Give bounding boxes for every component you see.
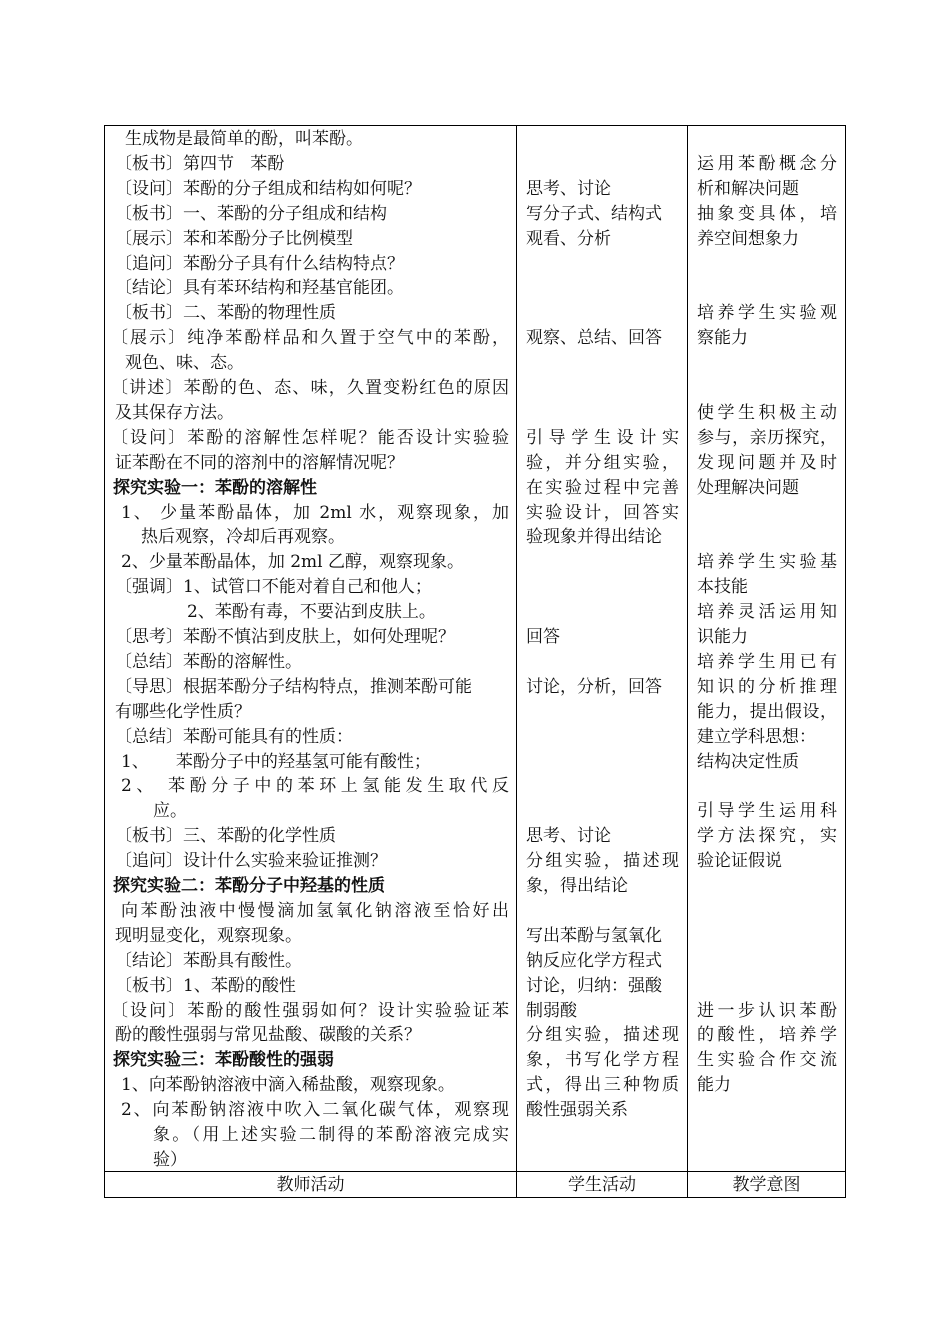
teacher-line-9: 观色、味、态。: [125, 353, 244, 374]
teacher-line-28: 〔板书〕三、苯酚的化学性质: [115, 826, 336, 847]
student-line-15: 钠反应化学方程式: [526, 950, 662, 971]
intent-line-18: 结构决定性质: [697, 751, 799, 772]
student-line-18: 分组实验，描述现: [526, 1025, 679, 1046]
footer-teacher-label: 教师活动: [276, 1175, 345, 1195]
intent-line-3: 养空间想象力: [697, 228, 799, 249]
intent-line-22: 进一步认识苯酚: [697, 1000, 837, 1021]
teacher-line-25: 1、 苯酚分子中的羟基氢可能有酸性；: [121, 751, 431, 772]
teacher-line-32: 现明显变化，观察现象。: [115, 925, 302, 946]
intent-line-16: 能力，提出假设，: [697, 701, 837, 722]
teacher-line-0: 生成物是最简单的酚，叫苯酚。: [125, 129, 363, 149]
teacher-line-23: 有哪些化学性质？: [115, 701, 251, 722]
student-line-3: 观察、总结、回答: [526, 328, 662, 349]
teacher-line-13: 证苯酚在不同的溶剂中的溶解情况呢？: [115, 452, 404, 473]
teacher-line-16: 热后观察，冷却后再观察。: [141, 527, 345, 548]
column-divider-1: [516, 126, 517, 1197]
teacher-line-3: 〔板书〕一、苯酚的分子组成和结构: [115, 203, 387, 224]
intent-line-21: 验论证假说: [697, 851, 782, 872]
student-line-16: 讨论，归纳：强酸: [526, 975, 662, 996]
student-line-0: 思考、讨论: [526, 178, 611, 199]
column-divider-2: [687, 126, 688, 1197]
student-line-17: 制弱酸: [526, 1000, 577, 1021]
teacher-line-41: 验）: [153, 1149, 187, 1170]
student-line-6: 在实验过程中完善: [526, 477, 679, 498]
intent-line-2: 抽象变具体，培: [697, 203, 837, 224]
intent-line-19: 引导学生运用科: [697, 801, 837, 822]
lesson-plan-table: [104, 125, 846, 1198]
student-line-2: 观看、分析: [526, 228, 611, 249]
teacher-line-37: 探究实验三：苯酚酸性的强弱: [113, 1050, 334, 1071]
intent-line-24: 生实验合作交流: [697, 1050, 837, 1071]
intent-line-9: 处理解决问题: [697, 477, 799, 498]
student-line-11: 思考、讨论: [526, 826, 611, 847]
teacher-line-7: 〔板书〕二、苯酚的物理性质: [115, 303, 336, 324]
teacher-line-26: 2、 苯酚分子中的苯环上氢能发生取代反: [121, 776, 509, 797]
student-line-19: 象，书写化学方程: [526, 1050, 679, 1071]
footer-student-label: 学生活动: [568, 1175, 636, 1195]
intent-line-15: 知识的分析推理: [697, 676, 837, 697]
intent-line-20: 学方法探究，实: [697, 826, 837, 847]
teacher-line-29: 〔追问〕设计什么实验来验证推测？: [115, 851, 387, 872]
student-line-10: 讨论，分析，回答: [526, 676, 662, 697]
intent-line-8: 发现问题并及时: [697, 452, 837, 473]
teacher-line-40: 象。（用上述实验二制得的苯酚溶液完成实: [153, 1125, 509, 1145]
student-line-20: 式，得出三种物质: [526, 1075, 679, 1096]
teacher-line-31: 向苯酚浊液中慢慢滴加氢氧化钠溶液至恰好出: [121, 900, 509, 921]
intent-line-25: 能力: [697, 1075, 731, 1096]
footer-intent-label: 教学意图: [732, 1175, 801, 1195]
teacher-line-27: 应。: [153, 801, 187, 822]
teacher-line-39: 2、向苯酚钠溶液中吹入二氧化碳气体，观察现: [121, 1100, 509, 1121]
intent-line-14: 培养学生用已有: [697, 651, 837, 672]
student-line-7: 实验设计，回答实: [526, 502, 679, 523]
student-line-5: 验，并分组实验，: [526, 452, 679, 473]
intent-line-23: 的酸性，培养学: [697, 1025, 837, 1046]
student-line-21: 酸性强弱关系: [526, 1100, 628, 1121]
teacher-line-22: 〔导思〕根据苯酚分子结构特点，推测苯酚可能: [115, 676, 472, 697]
teacher-line-30: 探究实验二：苯酚分子中羟基的性质: [113, 876, 385, 896]
teacher-line-24: 〔总结〕苯酚可能具有的性质：: [115, 726, 353, 747]
student-line-13: 象，得出结论: [526, 876, 628, 896]
teacher-line-4: 〔展示〕苯和苯酚分子比例模型: [115, 228, 353, 249]
teacher-line-8: 〔展示〕纯净苯酚样品和久置于空气中的苯酚，: [111, 328, 509, 349]
teacher-line-34: 〔板书〕1、苯酚的酸性: [115, 975, 296, 996]
teacher-line-20: 〔思考〕苯酚不慎沾到皮肤上，如何处理呢？: [115, 627, 455, 647]
student-line-9: 回答: [526, 627, 560, 647]
student-line-8: 验现象并得出结论: [526, 527, 662, 548]
teacher-line-12: 〔设问〕苯酚的溶解性怎样呢？能否设计实验验: [111, 427, 509, 448]
teacher-line-19: 2、苯酚有毒，不要沾到皮肤上。: [187, 602, 436, 623]
intent-line-11: 本技能: [697, 577, 748, 598]
intent-line-17: 建立学科思想：: [697, 726, 816, 747]
student-line-4: 引导学生设计实: [526, 427, 679, 448]
intent-line-12: 培养灵活运用知: [697, 602, 837, 623]
intent-line-0: 运用苯酚概念分: [697, 153, 837, 174]
intent-line-4: 培养学生实验观: [697, 303, 837, 324]
teacher-line-18: 〔强调〕1、试管口不能对着自己和他人；: [115, 577, 432, 598]
teacher-line-6: 〔结论〕具有苯环结构和羟基官能团。: [115, 278, 404, 299]
intent-line-6: 使学生积极主动: [697, 402, 837, 423]
intent-line-10: 培养学生实验基: [697, 552, 837, 573]
teacher-line-2: 〔设问〕苯酚的分子组成和结构如何呢？: [115, 178, 421, 199]
teacher-line-33: 〔结论〕苯酚具有酸性。: [115, 950, 302, 971]
teacher-line-36: 酚的酸性强弱与常见盐酸、碳酸的关系？: [115, 1025, 421, 1046]
student-line-14: 写出苯酚与氢氧化: [526, 925, 662, 946]
teacher-line-17: 2、少量苯酚晶体，加 2ml 乙醇，观察现象。: [121, 552, 464, 573]
teacher-line-1: 〔板书〕第四节 苯酚: [115, 153, 285, 174]
student-line-12: 分组实验，描述现: [526, 851, 679, 872]
intent-line-13: 识能力: [697, 627, 748, 647]
intent-line-1: 析和解决问题: [697, 178, 799, 199]
teacher-line-35: 〔设问〕苯酚的酸性强弱如何？设计实验验证苯: [111, 1000, 509, 1021]
teacher-line-38: 1、向苯酚钠溶液中滴入稀盐酸，观察现象。: [121, 1075, 455, 1096]
intent-line-7: 参与，亲历探究，: [697, 427, 837, 448]
teacher-line-14: 探究实验一：苯酚的溶解性: [113, 477, 317, 498]
teacher-line-11: 及其保存方法。: [115, 402, 234, 423]
teacher-line-15: 1、 少量苯酚晶体，加 2ml 水，观察现象，加: [121, 502, 509, 523]
teacher-line-5: 〔追问〕苯酚分子具有什么结构特点？: [115, 253, 404, 274]
teacher-line-10: 〔讲述〕苯酚的色、态、味，久置变粉红色的原因: [111, 378, 509, 398]
teacher-line-21: 〔总结〕苯酚的溶解性。: [115, 651, 302, 672]
intent-line-5: 察能力: [697, 328, 748, 349]
student-line-1: 写分子式、结构式: [526, 203, 662, 224]
